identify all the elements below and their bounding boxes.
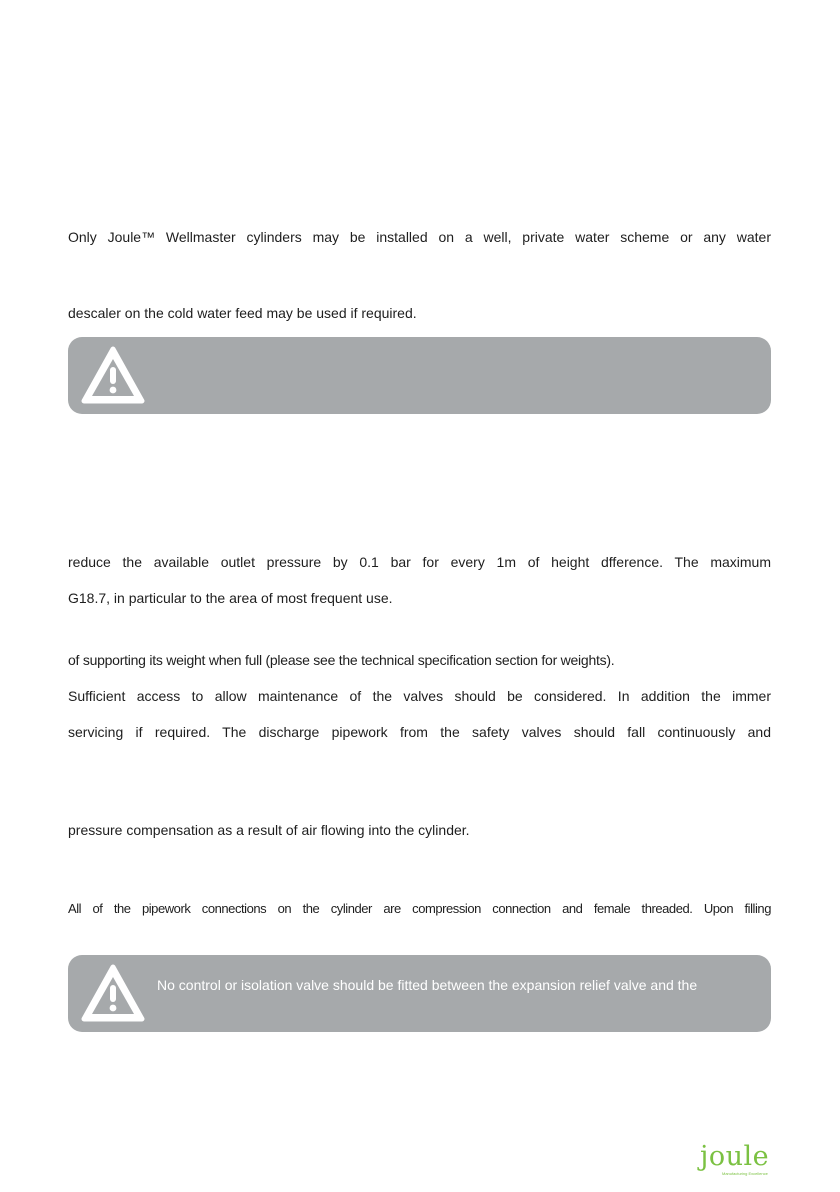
warning-callout-2: [68, 955, 771, 1032]
paragraph-line-5: of supporting its weight when full (please see the technical specification section for weights).: [68, 652, 615, 668]
logo-tagline: Manufacturing Excellence: [722, 1171, 768, 1176]
logo-wordmark: joule: [700, 1141, 770, 1172]
paragraph-line-1: Only Joule™ Wellmaster cylinders may be installed on a well, private water scheme or any water: [68, 229, 771, 245]
paragraph-line-8: pressure compensation as a result of air flowing into the cylinder.: [68, 822, 470, 838]
paragraph-line-6: Sufficient access to allow maintenance of the valves should be considered. In addition the immer: [68, 688, 771, 704]
paragraph-line-3: reduce the available outlet pressure by 0.1 bar for every 1m of height dfference. The maximum: [68, 554, 771, 570]
paragraph-line-9: All of the pipework connections on the cylinder are compression connection and female threaded. Upon filling: [68, 901, 771, 916]
warning-callout-text: No control or isolation valve should be fitted between the expansion relief valve and the: [157, 977, 698, 993]
paragraph-line-4: G18.7, in particular to the area of most frequent use.: [68, 590, 393, 606]
paragraph-line-2: descaler on the cold water feed may be used if required.: [68, 305, 417, 321]
joule-logo: [700, 1142, 776, 1180]
warning-triangle-icon: [80, 963, 146, 1023]
warning-triangle-icon: [80, 345, 146, 405]
paragraph-line-7: servicing if required. The discharge pipework from the safety valves should fall continuously and: [68, 724, 771, 740]
warning-callout-1: [68, 337, 771, 414]
